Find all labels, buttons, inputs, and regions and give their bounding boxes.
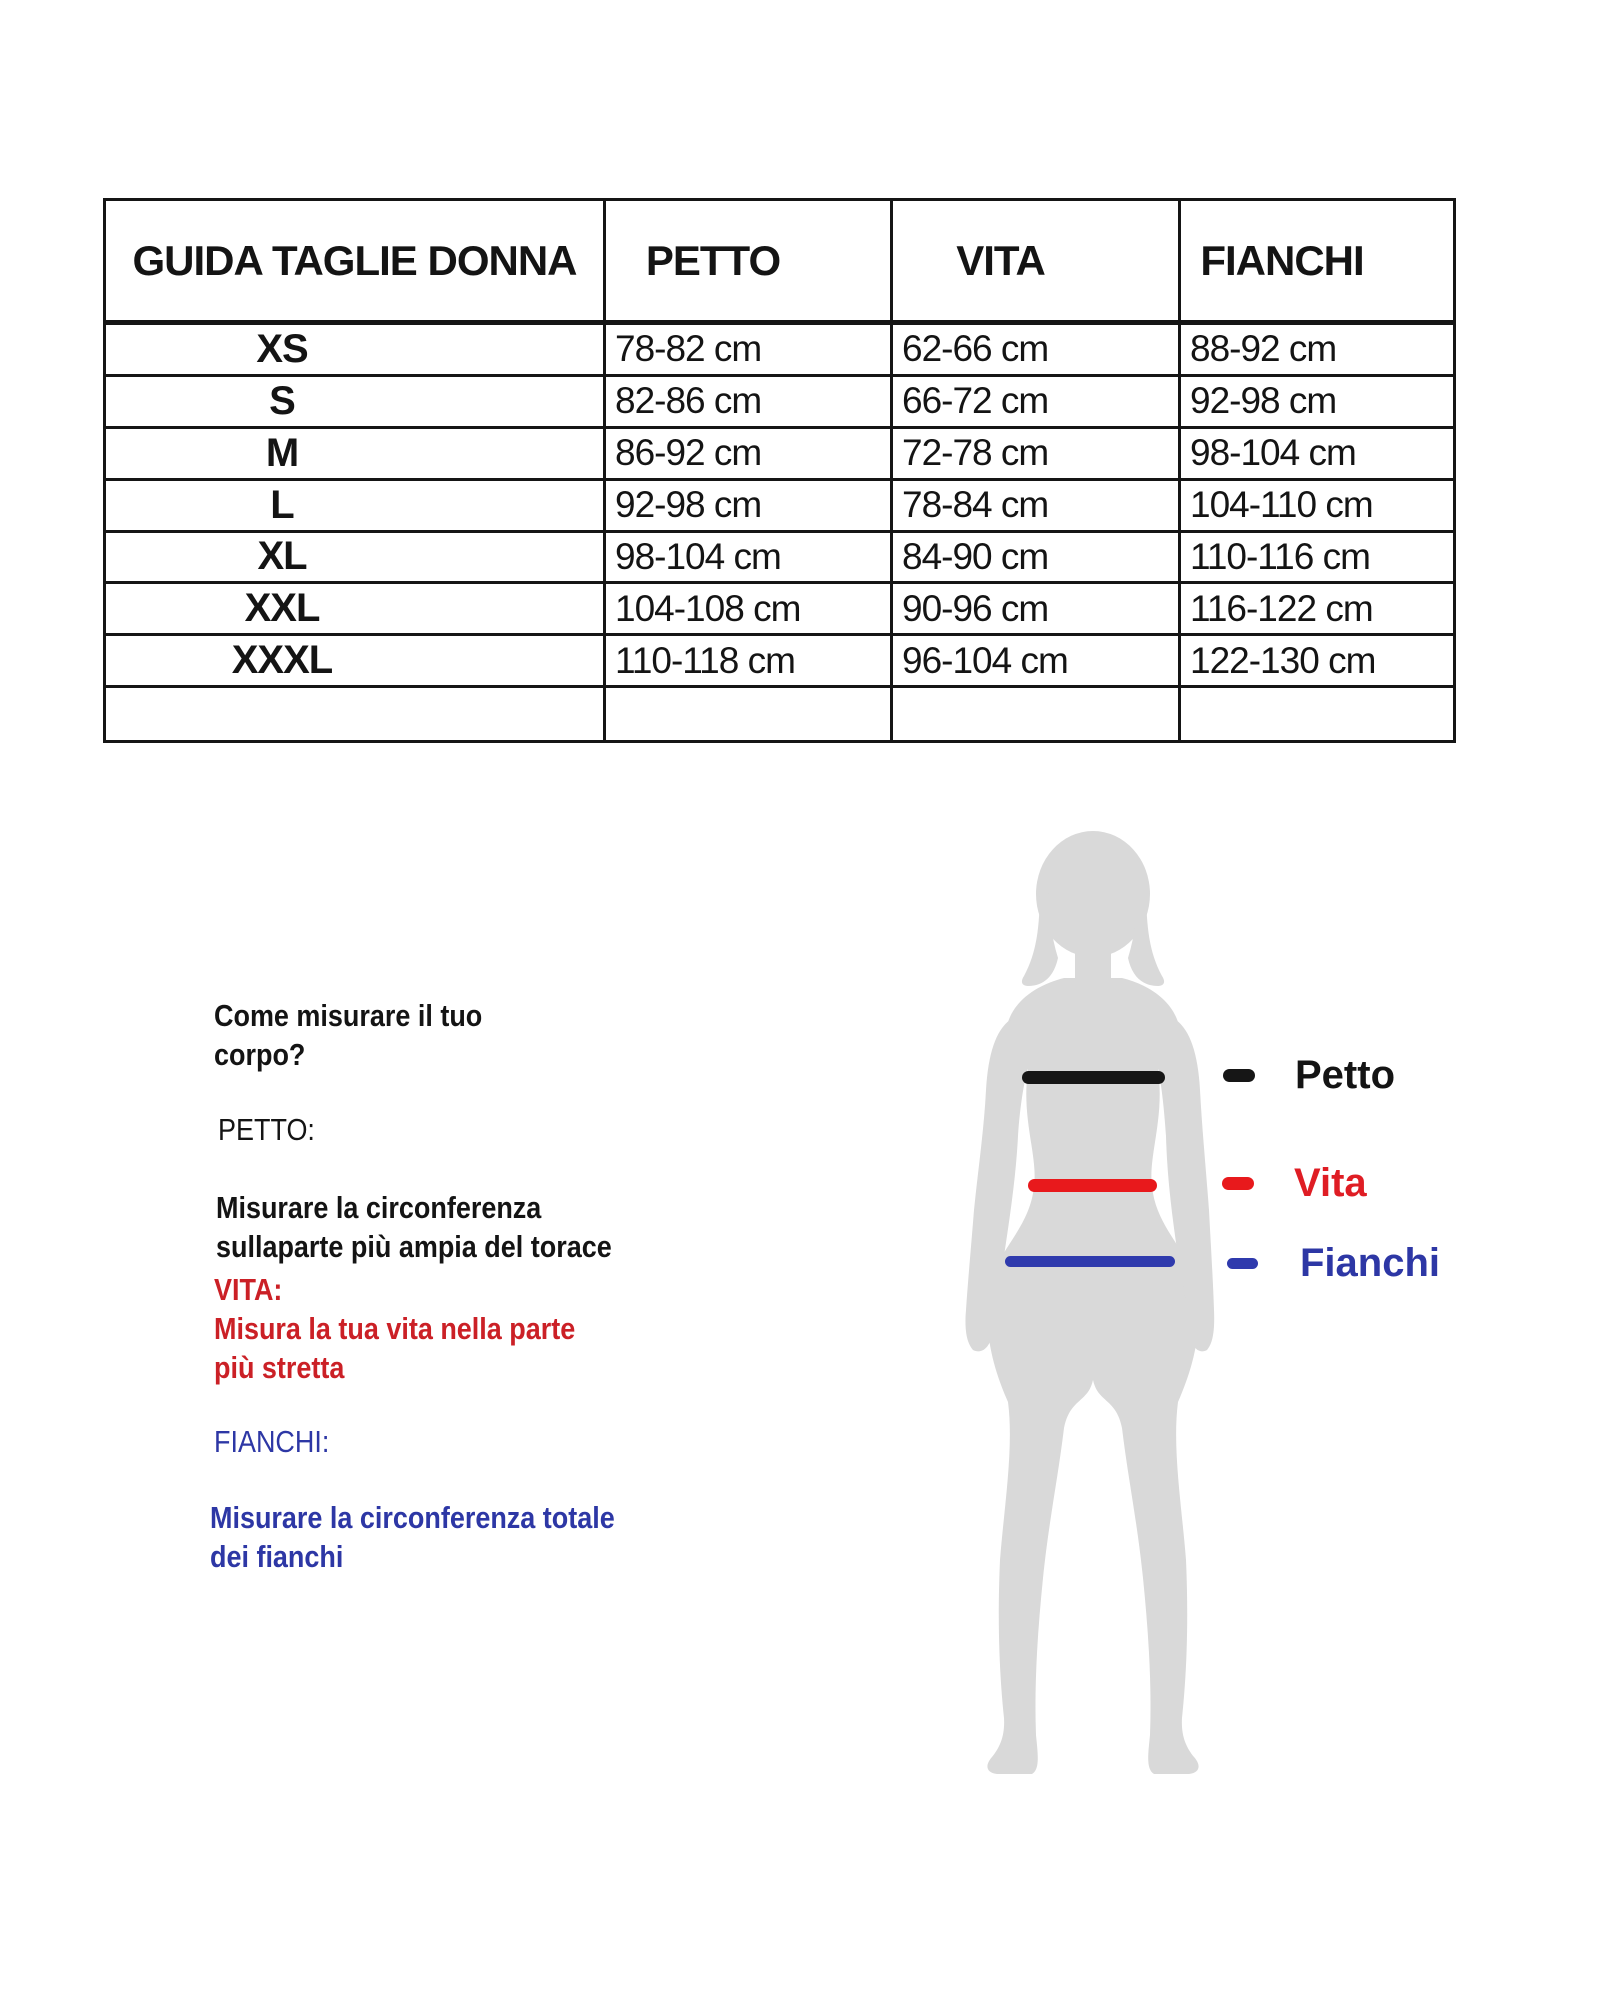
fianchi-value: 110-116 cm bbox=[1181, 533, 1453, 585]
vita-value: 90-96 cm bbox=[893, 584, 1181, 636]
size-label: XXL bbox=[106, 584, 606, 636]
petto-value: 86-92 cm bbox=[606, 429, 893, 481]
fianchi-measure-bar bbox=[1005, 1256, 1175, 1267]
fianchi-dash-icon bbox=[1227, 1258, 1258, 1269]
petto-value: 82-86 cm bbox=[606, 377, 893, 429]
vita-value: 96-104 cm bbox=[893, 636, 1181, 688]
heading-line-1: Come misurare il tuo bbox=[214, 998, 483, 1033]
column-header-petto: PETTO bbox=[606, 201, 893, 325]
fianchi-value: 116-122 cm bbox=[1181, 584, 1453, 636]
fianchi-instruction-text bbox=[210, 1498, 615, 1576]
vita-text-line-1: Misura la tua vita nella parte bbox=[214, 1311, 576, 1346]
column-header-vita: VITA bbox=[893, 201, 1181, 325]
fianchi-value: 92-98 cm bbox=[1181, 377, 1453, 429]
petto-value-empty bbox=[606, 688, 893, 740]
petto-value: 98-104 cm bbox=[606, 533, 893, 585]
legend-fianchi-label: Fianchi bbox=[1300, 1241, 1441, 1285]
column-header-fianchi: FIANCHI bbox=[1181, 201, 1453, 325]
petto-text-line-2: sullaparte più ampia del torace bbox=[216, 1229, 612, 1264]
silhouette-shape bbox=[965, 831, 1214, 1774]
vita-value: 84-90 cm bbox=[893, 533, 1181, 585]
fianchi-value-empty bbox=[1181, 688, 1453, 740]
vita-value: 62-66 cm bbox=[893, 325, 1181, 377]
table-title: GUIDA TAGLIE DONNA bbox=[106, 201, 606, 325]
vita-instruction bbox=[214, 1270, 575, 1387]
size-label-empty bbox=[106, 688, 606, 740]
vita-value: 66-72 cm bbox=[893, 377, 1181, 429]
legend-vita bbox=[1222, 1160, 1367, 1206]
petto-value: 104-108 cm bbox=[606, 584, 893, 636]
petto-dash-icon bbox=[1223, 1069, 1255, 1082]
fianchi-text-line-1: Misurare la circonferenza totale bbox=[210, 1500, 615, 1535]
vita-value-empty bbox=[893, 688, 1181, 740]
petto-instruction-label: PETTO: bbox=[218, 1112, 315, 1147]
vita-value: 72-78 cm bbox=[893, 429, 1181, 481]
size-label: L bbox=[106, 481, 606, 533]
how-to-measure-heading bbox=[214, 996, 482, 1074]
legend-fianchi bbox=[1227, 1240, 1440, 1286]
fianchi-text-line-2: dei fianchi bbox=[210, 1539, 344, 1574]
legend-petto bbox=[1223, 1052, 1395, 1098]
vita-text-line-2: più stretta bbox=[214, 1350, 345, 1385]
petto-value: 110-118 cm bbox=[606, 636, 893, 688]
fianchi-instruction-label: FIANCHI: bbox=[214, 1424, 330, 1459]
woman-body-silhouette bbox=[948, 828, 1238, 1778]
legend-petto-label: Petto bbox=[1295, 1053, 1395, 1097]
size-label: XL bbox=[106, 533, 606, 585]
size-guide-table bbox=[103, 198, 1456, 743]
fianchi-value: 98-104 cm bbox=[1181, 429, 1453, 481]
petto-value: 92-98 cm bbox=[606, 481, 893, 533]
size-label: S bbox=[106, 377, 606, 429]
size-label: M bbox=[106, 429, 606, 481]
legend-vita-label: Vita bbox=[1294, 1161, 1367, 1205]
fianchi-value: 88-92 cm bbox=[1181, 325, 1453, 377]
petto-value: 78-82 cm bbox=[606, 325, 893, 377]
vita-measure-bar bbox=[1028, 1179, 1157, 1192]
petto-instruction-text bbox=[216, 1188, 612, 1266]
size-label: XS bbox=[106, 325, 606, 377]
heading-line-2: corpo? bbox=[214, 1037, 306, 1072]
vita-instruction-label: VITA: bbox=[214, 1272, 283, 1307]
petto-measure-bar bbox=[1022, 1071, 1165, 1084]
fianchi-value: 122-130 cm bbox=[1181, 636, 1453, 688]
vita-value: 78-84 cm bbox=[893, 481, 1181, 533]
size-label: XXXL bbox=[106, 636, 606, 688]
vita-dash-icon bbox=[1222, 1177, 1254, 1190]
petto-text-line-1: Misurare la circonferenza bbox=[216, 1190, 542, 1225]
fianchi-value: 104-110 cm bbox=[1181, 481, 1453, 533]
